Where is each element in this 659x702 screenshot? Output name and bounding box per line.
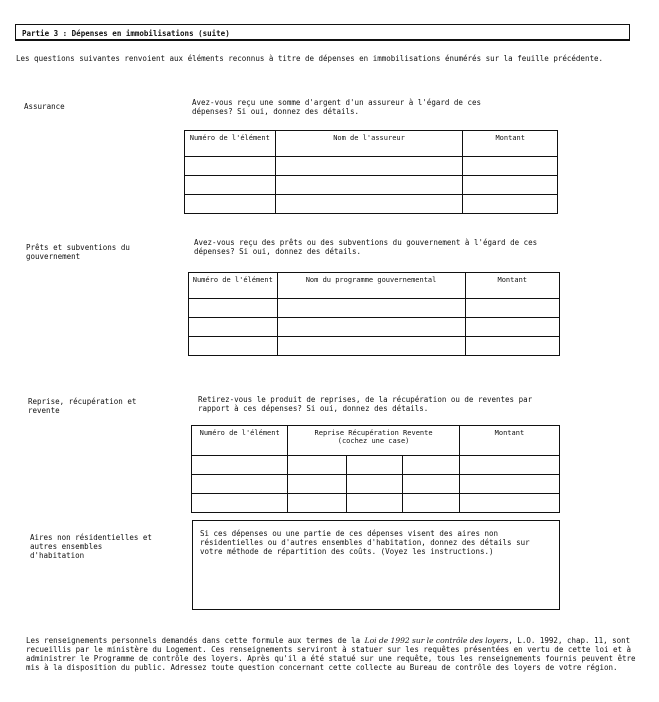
table-row: [185, 195, 558, 214]
col-numero-element: Numéro de l'élément: [192, 426, 288, 456]
section-header: [15, 24, 630, 41]
prets-question: Avez-vous reçu des prêts ou des subventions du gouvernement à l'égard de ces dépenses? Si oui, donnez des détails.: [194, 238, 538, 256]
table-cell[interactable]: [275, 176, 463, 195]
col-montant: Montant: [459, 426, 559, 456]
checkbox-revente[interactable]: [403, 494, 460, 513]
privacy-notice: [26, 636, 646, 672]
table-cell[interactable]: [277, 318, 465, 337]
col-montant: Montant: [463, 131, 558, 157]
table-row: [189, 318, 560, 337]
table-cell[interactable]: [465, 318, 559, 337]
table-row: [189, 299, 560, 318]
table-cell[interactable]: [277, 299, 465, 318]
table-cell[interactable]: [185, 176, 276, 195]
checkbox-recuperation[interactable]: [346, 456, 403, 475]
table-cell[interactable]: [459, 456, 559, 475]
checkbox-reprise[interactable]: [288, 456, 347, 475]
table-cell[interactable]: [185, 157, 276, 176]
law-title: Loi de 1992 sur le contrôle des loyers: [364, 636, 509, 645]
table-cell[interactable]: [192, 456, 288, 475]
checkbox-recuperation[interactable]: [346, 494, 403, 513]
table-cell[interactable]: [465, 337, 559, 356]
assurance-label: Assurance: [24, 102, 65, 111]
assurance-table: [184, 130, 558, 214]
table-cell[interactable]: [189, 318, 278, 337]
table-row: [192, 456, 560, 475]
privacy-text-1: Les renseignements personnels demandés dans cette formule aux termes de la: [26, 636, 365, 645]
reprise-question: Retirez-vous le produit de reprises, de la récupération ou de reventes par rapport à ces dépenses? Si oui, donnez des détails.: [198, 395, 533, 413]
table-cell[interactable]: [463, 157, 558, 176]
table-row: [185, 176, 558, 195]
col-reprise-title: Reprise Récupération Revente: [314, 429, 433, 437]
table-cell[interactable]: [185, 195, 276, 214]
aires-details-box[interactable]: [192, 520, 560, 610]
prets-label: Prêts et subventions du gouvernement: [26, 243, 130, 261]
table-cell[interactable]: [192, 475, 288, 494]
table-cell[interactable]: [459, 475, 559, 494]
col-reprise-recuperation-revente: [288, 426, 460, 456]
checkbox-reprise[interactable]: [288, 475, 347, 494]
checkbox-reprise[interactable]: [288, 494, 347, 513]
table-cell[interactable]: [277, 337, 465, 356]
table-cell[interactable]: [275, 195, 463, 214]
reprise-table: [191, 425, 560, 513]
table-cell[interactable]: [463, 195, 558, 214]
assurance-question: Avez-vous reçu une somme d'argent d'un assureur à l'égard de ces dépenses? Si oui, donnez des détails.: [192, 98, 481, 116]
aires-text: Si ces dépenses ou une partie de ces dépenses visent des aires non résidentielles ou d'autres ensembles d'habitation, donnez des détails sur votre méthode de répartition des coûts. (Voyez les instructions.): [200, 529, 530, 556]
col-nom-programme: Nom du programme gouvernemental: [277, 273, 465, 299]
table-row: [192, 494, 560, 513]
reprise-label: Reprise, récupération et revente: [28, 397, 137, 415]
table-cell[interactable]: [465, 299, 559, 318]
table-cell[interactable]: [189, 337, 278, 356]
table-cell[interactable]: [189, 299, 278, 318]
aires-label: Aires non résidentielles et autres ensembles d'habitation: [30, 533, 152, 560]
prets-table: [188, 272, 560, 356]
col-reprise-subtitle: (cochez une case): [337, 437, 410, 446]
col-numero-element: Numéro de l'élément: [189, 273, 278, 299]
intro-text: Les questions suivantes renvoient aux éléments reconnus à titre de dépenses en immobilisations énumérés sur la feuille précédente.: [16, 54, 603, 63]
table-row: [192, 475, 560, 494]
table-cell[interactable]: [459, 494, 559, 513]
col-nom-assureur: Nom de l'assureur: [275, 131, 463, 157]
checkbox-recuperation[interactable]: [346, 475, 403, 494]
section-title: Partie 3 : Dépenses en immobilisations (suite): [22, 29, 230, 38]
col-numero-element: Numéro de l'élément: [185, 131, 276, 157]
table-cell[interactable]: [275, 157, 463, 176]
checkbox-revente[interactable]: [403, 475, 460, 494]
table-cell[interactable]: [463, 176, 558, 195]
privacy-text-2: , L.O. 1992, chap. 11, sont recueillis par le ministère du Logement. Ces renseignements serviront à statuer sur les requêtes présentées en vertu de cette loi et à administrer le Programme de contrôle des loyers. Après qu'il a été statué sur une requête, tous les renseignements fournis peuvent être mis à la disposition du public. Adressez toute question concernant cette collecte au Bureau de contrôle des loyers de votre région.: [26, 636, 636, 672]
table-row: [185, 157, 558, 176]
table-cell[interactable]: [192, 494, 288, 513]
table-row: [189, 337, 560, 356]
checkbox-revente[interactable]: [403, 456, 460, 475]
col-montant: Montant: [465, 273, 559, 299]
